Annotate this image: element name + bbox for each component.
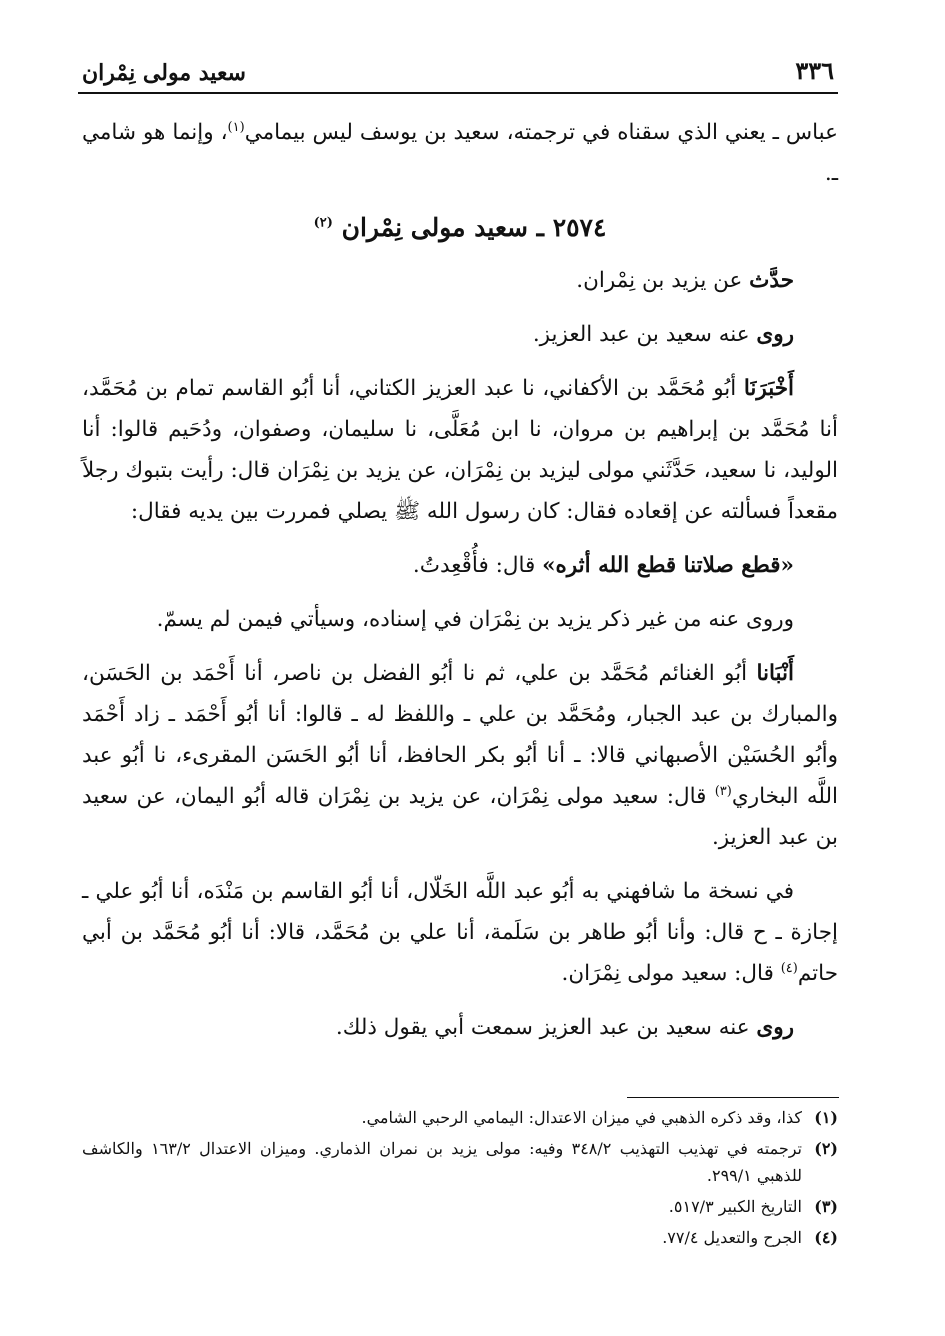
paragraph-narrated-from	[82, 314, 838, 355]
text-span: عباس ـ يعني الذي سقناه في ترجمته، سعيد بن يوسف ليس بيمامي	[244, 120, 838, 145]
footnote-separator	[627, 1097, 839, 1098]
text-span: أبُو مُحَمَّد بن الأكفاني، نا عبد العزيز الكتاني، أنا أبُو القاسم تمام بن مُحَمَّد، أنا مُحَمَّد بن إبراهيم بن مروان، نا ابن مُعَلَّى، نا سليمان، وصفوان، ودُحَيم قالوا: أنا الوليد، نا سعيد، حَدَّثَني مولى ليزيد بن نِمْرَان، عن يزيد بن نِمْرَان قال: رأيت بتبوك رجلاً مقعداً فسألته عن إقعاده فقال: كان رسول الله ﷺ يصلي فمررت بين يديه فقال:	[82, 376, 838, 524]
paragraph-note	[82, 599, 838, 640]
text-span: ، وإنما هو شامي ـ.	[82, 120, 838, 186]
paragraph-isnad-1	[82, 368, 838, 532]
lead-word: روى	[756, 1015, 794, 1040]
text-span: وروى عنه من غير ذكر يزيد بن نِمْرَان في إسناده، وسيأتي فيمن لم يسمّ.	[156, 607, 794, 632]
footnote-number: (٢)	[814, 1139, 838, 1158]
paragraph-isnad-3	[82, 871, 838, 994]
paragraph-hadith-quote	[82, 545, 838, 586]
footnote-number: (١)	[814, 1108, 838, 1127]
paragraph-continuation	[82, 112, 838, 194]
footnote-text: الجرح والتعديل ٧٧/٤.	[662, 1228, 802, 1247]
text-span: عنه سعيد بن عبد العزيز.	[532, 322, 757, 347]
text-span: عن يزيد بن نِمْران.	[576, 268, 750, 293]
paragraph-narrated	[82, 260, 838, 301]
hadith-quote: «قطع صلاتنا قطع الله أثره»	[542, 553, 794, 578]
footnote-ref: (٣)	[714, 783, 732, 799]
footnote	[82, 1193, 838, 1220]
footnote-ref: (١)	[227, 119, 245, 135]
running-title: سعيد مولى نِمْران	[82, 60, 246, 86]
footnotes	[82, 1104, 838, 1255]
footnote-text: كذا، وقد ذكره الذهبي في ميزان الاعتدال: اليمامي الرحبي الشامي.	[361, 1108, 802, 1127]
text-span: قال: فأُقْعِدتُ.	[412, 553, 543, 578]
page-header	[78, 52, 838, 94]
footnote-text: ترجمته في تهذيب التهذيب ٣٤٨/٢ وفيه: مولى يزيد بن نمران الذماري. وميزان الاعتدال ١٦٣/٢ والكاشف للذهبي ٢٩٩/١.	[82, 1139, 802, 1185]
lead-word: أَنْبَانا	[756, 661, 794, 686]
footnote-ref: (٢)	[313, 215, 333, 231]
paragraph-final	[82, 1007, 838, 1048]
footnote-number: (٤)	[814, 1228, 838, 1247]
footnote-number: (٣)	[814, 1197, 838, 1216]
entry-title-text: ٢٥٧٤ ـ سعيد مولى نِمْران	[341, 213, 607, 242]
footnote-text: التاريخ الكبير ٥١٧/٣.	[668, 1197, 802, 1216]
footnote	[82, 1135, 838, 1189]
text-span: قال: سعيد مولى نِمْرَان، عن يزيد بن نِمْرَان قاله أبُو اليمان، عن سعيد بن عبد العزيز.	[82, 784, 838, 850]
lead-word: أَخْبَرَنَا	[743, 376, 794, 401]
footnote-ref: (٤)	[780, 960, 798, 976]
lead-word: روى	[756, 322, 794, 347]
text-span: في نسخة ما شافهني به أبُو عبد اللَّه الخَلّال، أنا أبُو القاسم بن مَنْدَه، أنا أبُو علي ـ إجازة ـ ح قال: وأنا أبُو طاهر بن سَلَمة، أنا علي بن مُحَمَّد، قالا: أنا أبُو مُحَمَّد بن أبي حاتم	[82, 879, 838, 986]
lead-word: حدَّث	[749, 268, 794, 293]
entry-title	[82, 207, 838, 248]
text-span: أبُو الغنائم مُحَمَّد بن علي، ثم نا أبُو الفضل بن ناصر، أنا أَحْمَد بن الحَسَن، والمبارك بن عبد الجبار، ومُحَمَّد بن علي ـ واللفظ له ـ قالوا: أنا أبُو أَحْمَد ـ زاد أَحْمَد وأبُو الحُسَيْن الأصبهاني قالا: ـ أنا أبُو بكر الحافظ، أنا أبُو الحَسَن المقرىء، نا أبُو عبد اللَّه البخاري	[82, 661, 838, 809]
text-span: عنه سعيد بن عبد العزيز سمعت أبي يقول ذلك.	[335, 1015, 757, 1040]
page-number: ٣٣٦	[795, 56, 834, 85]
footnote	[82, 1104, 838, 1131]
paragraph-isnad-2	[82, 653, 838, 858]
text-span: قال: سعيد مولى نِمْرَان.	[561, 961, 781, 986]
main-text	[82, 112, 838, 1061]
footnote	[82, 1224, 838, 1251]
